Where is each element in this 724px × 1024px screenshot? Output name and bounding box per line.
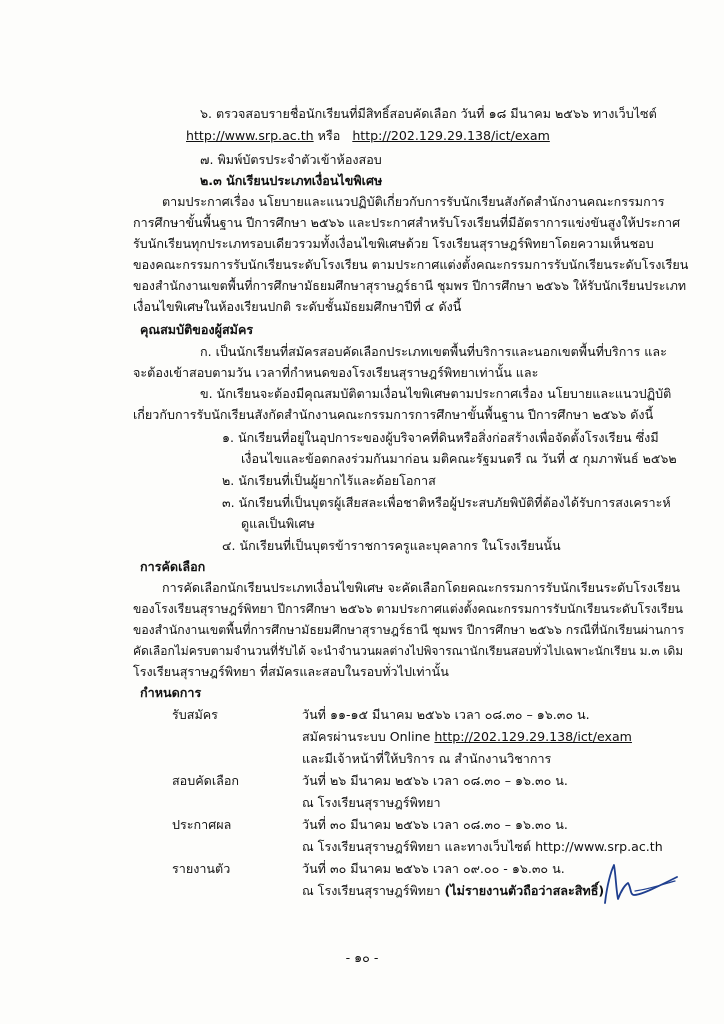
qualification-item-2: ๒. นักเรียนที่เป็นผู้ยากไร้และด้อยโอกาส xyxy=(222,473,436,488)
report-date: วันที่ ๓๐ มีนาคม ๒๕๖๖ เวลา ๐๙.๐๐ - ๑๖.๓๐ น. xyxy=(302,861,565,876)
intro-line: ของคณะกรรมการรับนักเรียนระดับโรงเรียน ตามประกาศแต่งตั้งคณะกรรมการรับนักเรียนระดับโรงเรียน xyxy=(133,257,689,272)
selection-line: ของโรงเรียนสุราษฎร์พิทยา ปีการศึกษา ๒๕๖๖ ตามประกาศแต่งตั้งคณะกรรมการรับนักเรียนระดับโรงเรียน xyxy=(133,602,683,616)
announce-label: ประกาศผล xyxy=(172,817,232,832)
or-text: หรือ xyxy=(317,128,341,143)
selection-heading: การคัดเลือก xyxy=(140,559,206,574)
report-label: รายงานตัว xyxy=(172,861,231,876)
selection-line: ของสำนักงานเขตพื้นที่การศึกษามัธยมศึกษาสุราษฎร์ธานี ชุมพร ปีการศึกษา ๒๕๖๖ กรณีที่นักเรียนผ่านการ xyxy=(133,623,684,637)
qualification-a-line: ก. เป็นนักเรียนที่สมัครสอบคัดเลือกประเภทเขตพื้นที่บริการและนอกเขตพื้นที่บริการ และ xyxy=(200,344,667,359)
step-6-text: ๖. ตรวจสอบรายชื่อนักเรียนที่มีสิทธิ์สอบคัดเลือก วันที่ ๑๘ มีนาคม ๒๕๖๖ ทางเว็บไซต์ xyxy=(200,106,657,121)
exam-place: ณ โรงเรียนสุราษฎร์พิทยา xyxy=(302,795,441,810)
report-place xyxy=(302,881,604,901)
register-online-link[interactable]: http://202.129.29.138/ict/exam xyxy=(434,729,632,744)
intro-line: ตามประกาศเรื่อง นโยบายและแนวปฏิบัติเกี่ยวกับการรับนักเรียนสังกัดสำนักงานคณะกรรมการ xyxy=(162,194,665,209)
qualification-item-3-cont: ดูแลเป็นพิเศษ xyxy=(241,516,315,531)
register-date: วันที่ ๑๑-๑๕ มีนาคม ๒๕๖๖ เวลา ๐๘.๓๐ – ๑๖.๓๐ น. xyxy=(302,707,590,722)
exam-link[interactable]: http://202.129.29.138/ict/exam xyxy=(352,128,550,143)
signature-icon xyxy=(601,855,681,910)
report-place-text: ณ โรงเรียนสุราษฎร์พิทยา xyxy=(302,883,441,898)
register-online xyxy=(302,727,632,747)
website-link[interactable]: http://www.srp.ac.th xyxy=(186,128,314,143)
selection-line: โรงเรียนสุราษฎร์พิทยา ที่สมัครและสอบในรอบทั่วไปเท่านั้น xyxy=(133,664,449,679)
step-7-text: ๗. พิมพ์บัตรประจำตัวเข้าห้องสอบ xyxy=(200,152,382,167)
qualification-item-1-cont: เงื่อนไขและข้อตกลงร่วมกันมาก่อน มติคณะรัฐมนตรี ณ วันที่ ๕ กุมภาพันธ์ ๒๕๖๒ xyxy=(241,451,677,466)
intro-line: ของสำนักงานเขตพื้นที่การศึกษามัธยมศึกษาสุราษฎร์ธานี ชุมพร ปีการศึกษา ๒๕๖๖ ให้รับนักเรียนประเภท xyxy=(133,278,687,293)
report-warning: (ไม่รายงานตัวถือว่าสละสิทธิ์) xyxy=(444,883,605,898)
qualification-b-line: เกี่ยวกับการรับนักเรียนสังกัดสำนักงานคณะกรรมการการศึกษาขั้นพื้นฐาน ปีการศึกษา ๒๕๖๖ ดังนี้ xyxy=(133,407,654,422)
qualification-item-1: ๑. นักเรียนที่อยู่ในอุปการะของผู้บริจาคที่ดินหรือสิ่งก่อสร้างเพื่อจัดตั้งโรงเรียน ซึ่งมี xyxy=(222,430,659,445)
page-number: - ๑๐ - xyxy=(345,950,379,965)
register-label: รับสมัคร xyxy=(172,707,218,722)
announce-place: ณ โรงเรียนสุราษฎร์พิทยา และทางเว็บไซต์ http://www.srp.ac.th xyxy=(302,839,663,854)
qualification-item-4: ๔. นักเรียนที่เป็นบุตรข้าราชการครูและบุคลากร ในโรงเรียนนั้น xyxy=(222,538,561,553)
intro-line: การศึกษาขั้นพื้นฐาน ปีการศึกษา ๒๕๖๖ และประกาศสำหรับโรงเรียนที่มีอัตราการแข่งขันสูงให้ประกาศ xyxy=(133,215,681,230)
register-service: และมีเจ้าหน้าที่ให้บริการ ณ สำนักงานวิชาการ xyxy=(302,751,552,766)
selection-line: คัดเลือกไม่ครบตามจำนวนที่รับได้ จะนำจำนวนผลต่างไปพิจารณานักเรียนสอบทั่วไปเฉพาะนักเรียน ม.๓ เดิม xyxy=(133,644,684,658)
intro-line: รับนักเรียนทุกประเภทรอบเดียวรวมทั้งเงื่อนไขพิเศษด้วย โรงเรียนสุราษฎร์พิทยาโดยความเห็นชอบ xyxy=(133,236,654,251)
qualifications-heading: คุณสมบัติของผู้สมัคร xyxy=(140,322,254,337)
section-title: ๒.๓ นักเรียนประเภทเงื่อนไขพิเศษ xyxy=(200,173,383,188)
schedule-heading: กำหนดการ xyxy=(140,685,202,700)
qualification-item-3: ๓. นักเรียนที่เป็นบุตรผู้เสียสละเพื่อชาติหรือผู้ประสบภัยพิบัติที่ต้องได้รับการสงเคราะห์ xyxy=(222,495,671,510)
intro-line: เงื่อนไขพิเศษในห้องเรียนปกติ ระดับชั้นมัธยมศึกษาปีที่ ๔ ดังนี้ xyxy=(133,299,462,314)
step-6-links xyxy=(186,126,550,146)
qualification-a-line: จะต้องเข้าสอบตามวัน เวลาที่กำหนดของโรงเรียนสุราษฎร์พิทยาเท่านั้น และ xyxy=(133,365,539,380)
announce-date: วันที่ ๓๐ มีนาคม ๒๕๖๖ เวลา ๐๘.๓๐ – ๑๖.๓๐ น. xyxy=(302,817,568,832)
exam-date: วันที่ ๒๖ มีนาคม ๒๕๖๖ เวลา ๐๘.๓๐ – ๑๖.๓๐ น. xyxy=(302,773,568,788)
register-online-text: สมัครผ่านระบบ Online xyxy=(302,729,431,744)
qualification-b-line: ข. นักเรียนจะต้องมีคุณสมบัติตามเงื่อนไขพิเศษตามประกาศเรื่อง นโยบายและแนวปฏิบัติ xyxy=(200,386,672,401)
exam-label: สอบคัดเลือก xyxy=(172,773,240,788)
selection-line: การคัดเลือกนักเรียนประเภทเงื่อนไขพิเศษ จะคัดเลือกโดยคณะกรรมการรับนักเรียนระดับโรงเรียน xyxy=(162,580,681,595)
